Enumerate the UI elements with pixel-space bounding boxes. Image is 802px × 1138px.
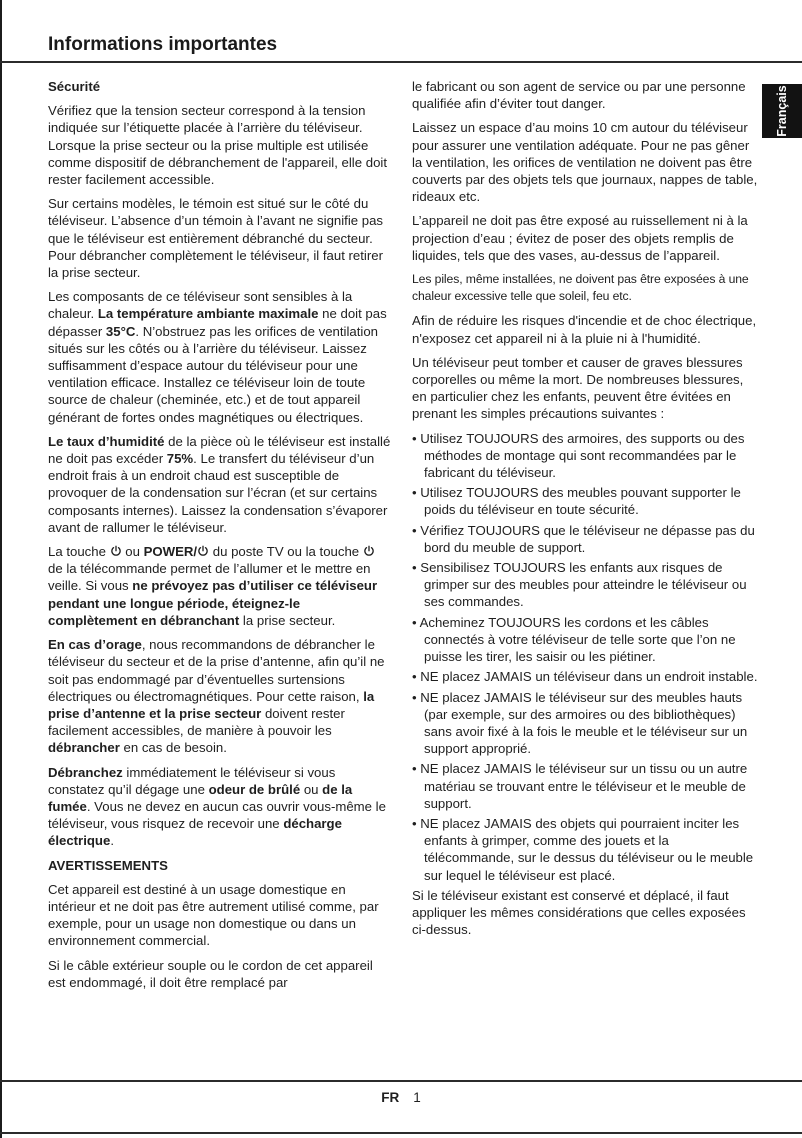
paragraph — [48, 433, 391, 536]
text-run: NE placez JAMAIS le téléviseur sur un tissu ou un autre matériau se trouvant entre le téléviseur et le meuble de support. — [420, 761, 748, 811]
footer-page-number: 1 — [413, 1090, 421, 1105]
bold-text: ne prévoyez pas d’utiliser ce téléviseur pendant une longue période, éteignez-le complètement en débranchant — [48, 578, 378, 628]
bold-text: 75% — [166, 451, 194, 467]
text-run: La touche — [48, 544, 110, 560]
text-run: ou — [121, 544, 144, 560]
bold-text: la prise d’antenne et la prise secteur — [48, 688, 375, 721]
bold-text: odeur de brûlé — [208, 781, 301, 797]
bullet-item — [412, 522, 761, 556]
bold-text: Sécurité — [48, 79, 101, 94]
left-column — [48, 78, 391, 998]
paragraph — [48, 636, 391, 756]
language-tab-francais — [762, 84, 802, 138]
text-run: Afin de réduire les risques d'incendie et de choc électrique, n'exposez cet appareil ni à la pluie ni à l'humidité. — [412, 313, 757, 346]
bullet-item — [412, 815, 761, 884]
section-heading — [48, 857, 391, 874]
paragraph — [412, 212, 761, 264]
paragraph — [412, 887, 761, 939]
bullet-marker: • — [412, 614, 420, 630]
bullet-marker: • — [412, 522, 421, 538]
paragraph — [412, 119, 761, 205]
paragraph — [412, 312, 761, 346]
bold-text: En cas d’orage — [48, 637, 142, 653]
paragraph — [48, 957, 391, 991]
header-divider — [0, 61, 802, 63]
text-run: de la télécommande permet de l’allumer et le mettre en veille. Si vous — [48, 561, 371, 594]
text-run: Sensibilisez TOUJOURS les enfants aux risques de grimper sur des meubles pour atteindre le téléviseur ou ses commandes. — [420, 560, 747, 610]
text-run: Laissez un espace d’au moins 10 cm autour du téléviseur pour assurer une ventilation adéquate. Pour ne pas gêner la ventilation, les orifices de ventilation ne doivent pas être couverts par des objets tels que journaux, nappes de table, rideaux etc. — [412, 120, 758, 205]
power-icon — [110, 544, 122, 559]
paragraph — [412, 354, 761, 423]
text-run: de la pièce où le téléviseur est installé ne doit pas excéder — [48, 433, 391, 467]
paragraph — [48, 288, 391, 426]
text-run: Utilisez TOUJOURS des meubles pouvant supporter le poids du téléviseur en toute sécurité. — [420, 485, 741, 518]
text-run: ou — [300, 781, 323, 797]
footer-divider-bottom — [0, 1132, 802, 1134]
footer-divider-top — [0, 1080, 802, 1082]
bold-text: Débranchez — [48, 764, 123, 780]
text-run: Acheminez TOUJOURS les cordons et les câbles connectés à votre téléviseur de telle sorte que l’on ne puisse les tirer, les saisir ou les piétiner. — [419, 614, 736, 665]
text-run: immédiatement le téléviseur si vous constatez qu’il dégage une — [48, 764, 336, 797]
language-tab-label: Français — [775, 85, 789, 137]
text-run: du poste TV ou la touche — [209, 544, 363, 560]
bold-text: décharge électrique — [48, 816, 342, 849]
bullet-marker: • — [412, 560, 421, 576]
right-column — [412, 78, 761, 998]
paragraph — [48, 881, 391, 950]
paragraph — [48, 195, 391, 281]
text-run: L’appareil ne doit pas être exposé au ruissellement ni à la projection d’eau ; évitez de poser des objets remplis de liquides, tels que des vases, au-dessus de l’appareil. — [412, 213, 748, 263]
text-run: Vérifiez TOUJOURS que le téléviseur ne dépasse pas du bord du meuble de support. — [420, 522, 755, 555]
bullet-item — [412, 668, 761, 685]
paragraph — [412, 271, 761, 305]
text-run: Cet appareil est destiné à un usage domestique en intérieur et ne doit pas être autrement utilisé comme, par exemple, pour un usage non domestique ou dans un environnement commercial. — [48, 881, 379, 949]
text-run: Vérifiez que la tension secteur correspond à la tension indiquée sur l’étiquette placée à l’arrière du téléviseur. Lorsque la prise secteur ou la prise multiple est utilisée comme dispositif de débranchement de l'appareil, elle doit rester facilement accessible. — [48, 103, 387, 188]
bullet-marker: • — [412, 669, 421, 685]
bullet-marker: • — [412, 815, 421, 831]
text-run: , nous recommandons de débrancher le téléviseur du secteur et de la prise d’antenne, afin qu’il ne soit pas endommagé par d’éventuelles surtensions électriques ou électromagnétiques. Pour cette raison, — [48, 637, 385, 704]
footer — [0, 1090, 802, 1105]
text-run: Si le téléviseur existant est conservé et déplacé, il faut appliquer les mêmes considérations que celles exposées ci-dessus. — [412, 887, 746, 938]
bold-text: 35°C — [105, 323, 136, 339]
page-title: Informations importantes — [48, 34, 278, 55]
power-icon — [197, 544, 209, 559]
paragraph — [412, 78, 761, 112]
bold-text: POWER/ — [143, 544, 198, 560]
text-run: Sur certains modèles, le témoin est situé sur le côté du téléviseur. L’absence d’un témoin à l’avant ne signifie pas que le téléviseur est entièrement débranché du secteur. Pour débrancher complètement le téléviseur, il faut retirer la prise secteur. — [48, 196, 384, 281]
paragraph — [48, 764, 391, 850]
text-run: NE placez JAMAIS des objets qui pourraient inciter les enfants à grimper, comme des jouets et la télécommande, sur le dessus du téléviseur ou le meuble sur lequel le téléviseur est placé. — [420, 815, 754, 883]
text-run: . Le transfert du téléviseur d’un endroit frais à un endroit chaud est susceptible de provoquer de la condensation sur l’écran (et sur certains composants internes). Laissez la condensation s’évaporer avant de rallumer le téléviseur. — [48, 451, 388, 535]
text-run: . N’obstruez pas les orifices de ventilation situés sur les côtés ou à l’arrière du téléviseur. Laissez suffisamment d’espace autour du téléviseur pour une ventilation efficace. Installez ce téléviseur loin de toute source de chaleur (cheminée, etc.) et de tout appareil générant de fortes ondes magnétiques ou électriques. — [48, 323, 379, 425]
text-run: la prise secteur. — [239, 612, 336, 628]
content-columns — [48, 78, 761, 998]
bullet-marker: • — [412, 761, 421, 777]
text-run: Utilisez TOUJOURS des armoires, des supports ou des méthodes de montage qui sont recommandées par le fabricant du téléviseur. — [420, 430, 745, 481]
bullet-marker: • — [412, 485, 421, 501]
text-run: NE placez JAMAIS le téléviseur sur des meubles hauts (par exemple, sur des armoires ou des bibliothèques) sans avoir fixé à la fois le meuble et le téléviseur sur un support approprié. — [420, 689, 748, 757]
text-run: . — [110, 833, 114, 849]
bold-text: de la fumée — [48, 781, 353, 814]
bullet-item — [412, 614, 761, 666]
bold-text: AVERTISSEMENTS — [48, 857, 168, 873]
text-run: . Vous ne devez en aucun cas ouvrir vous-même le téléviseur, vous risquez de recevoir une — [48, 798, 386, 832]
section-heading — [48, 78, 391, 95]
text-run: Les piles, même installées, ne doivent pas être exposées à une chaleur excessive telle que soleil, feu etc. — [412, 272, 749, 304]
bullet-item — [412, 484, 761, 518]
bullet-item — [412, 559, 761, 611]
bullet-item — [412, 430, 761, 482]
paragraph — [48, 102, 391, 188]
bold-text: Le taux d’humidité — [48, 433, 165, 449]
text-run: Si le câble extérieur souple ou le cordon de cet appareil est endommagé, il doit être remplacé par — [48, 957, 373, 990]
power-icon — [363, 544, 375, 559]
text-run: ne doit pas dépasser — [48, 306, 387, 339]
bold-text: débrancher — [48, 740, 120, 756]
bullet-item — [412, 689, 761, 758]
text-run: Les composants de ce téléviseur sont sensibles à la chaleur. — [48, 289, 353, 322]
text-run: NE placez JAMAIS un téléviseur dans un endroit instable. — [420, 669, 758, 685]
text-run: Un téléviseur peut tomber et causer de graves blessures corporelles ou même la mort. De nombreuses blessures, en particulier chez les enfants, peuvent être évitées en prenant les simples précautions suivantes : — [412, 354, 744, 422]
text-run: en cas de besoin. — [119, 740, 227, 756]
bold-text: La température ambiante maximale — [97, 306, 319, 322]
footer-region-label: FR — [381, 1090, 400, 1105]
bullet-marker: • — [412, 689, 421, 705]
text-run: doivent rester facilement accessibles, de manière à pouvoir les — [48, 705, 345, 739]
bullet-marker: • — [412, 430, 421, 446]
bullet-item — [412, 760, 761, 812]
text-run: le fabricant ou son agent de service ou par une personne qualifiée afin d’éviter tout danger. — [412, 79, 746, 112]
page-edge-line — [0, 0, 2, 1138]
paragraph — [48, 543, 391, 629]
